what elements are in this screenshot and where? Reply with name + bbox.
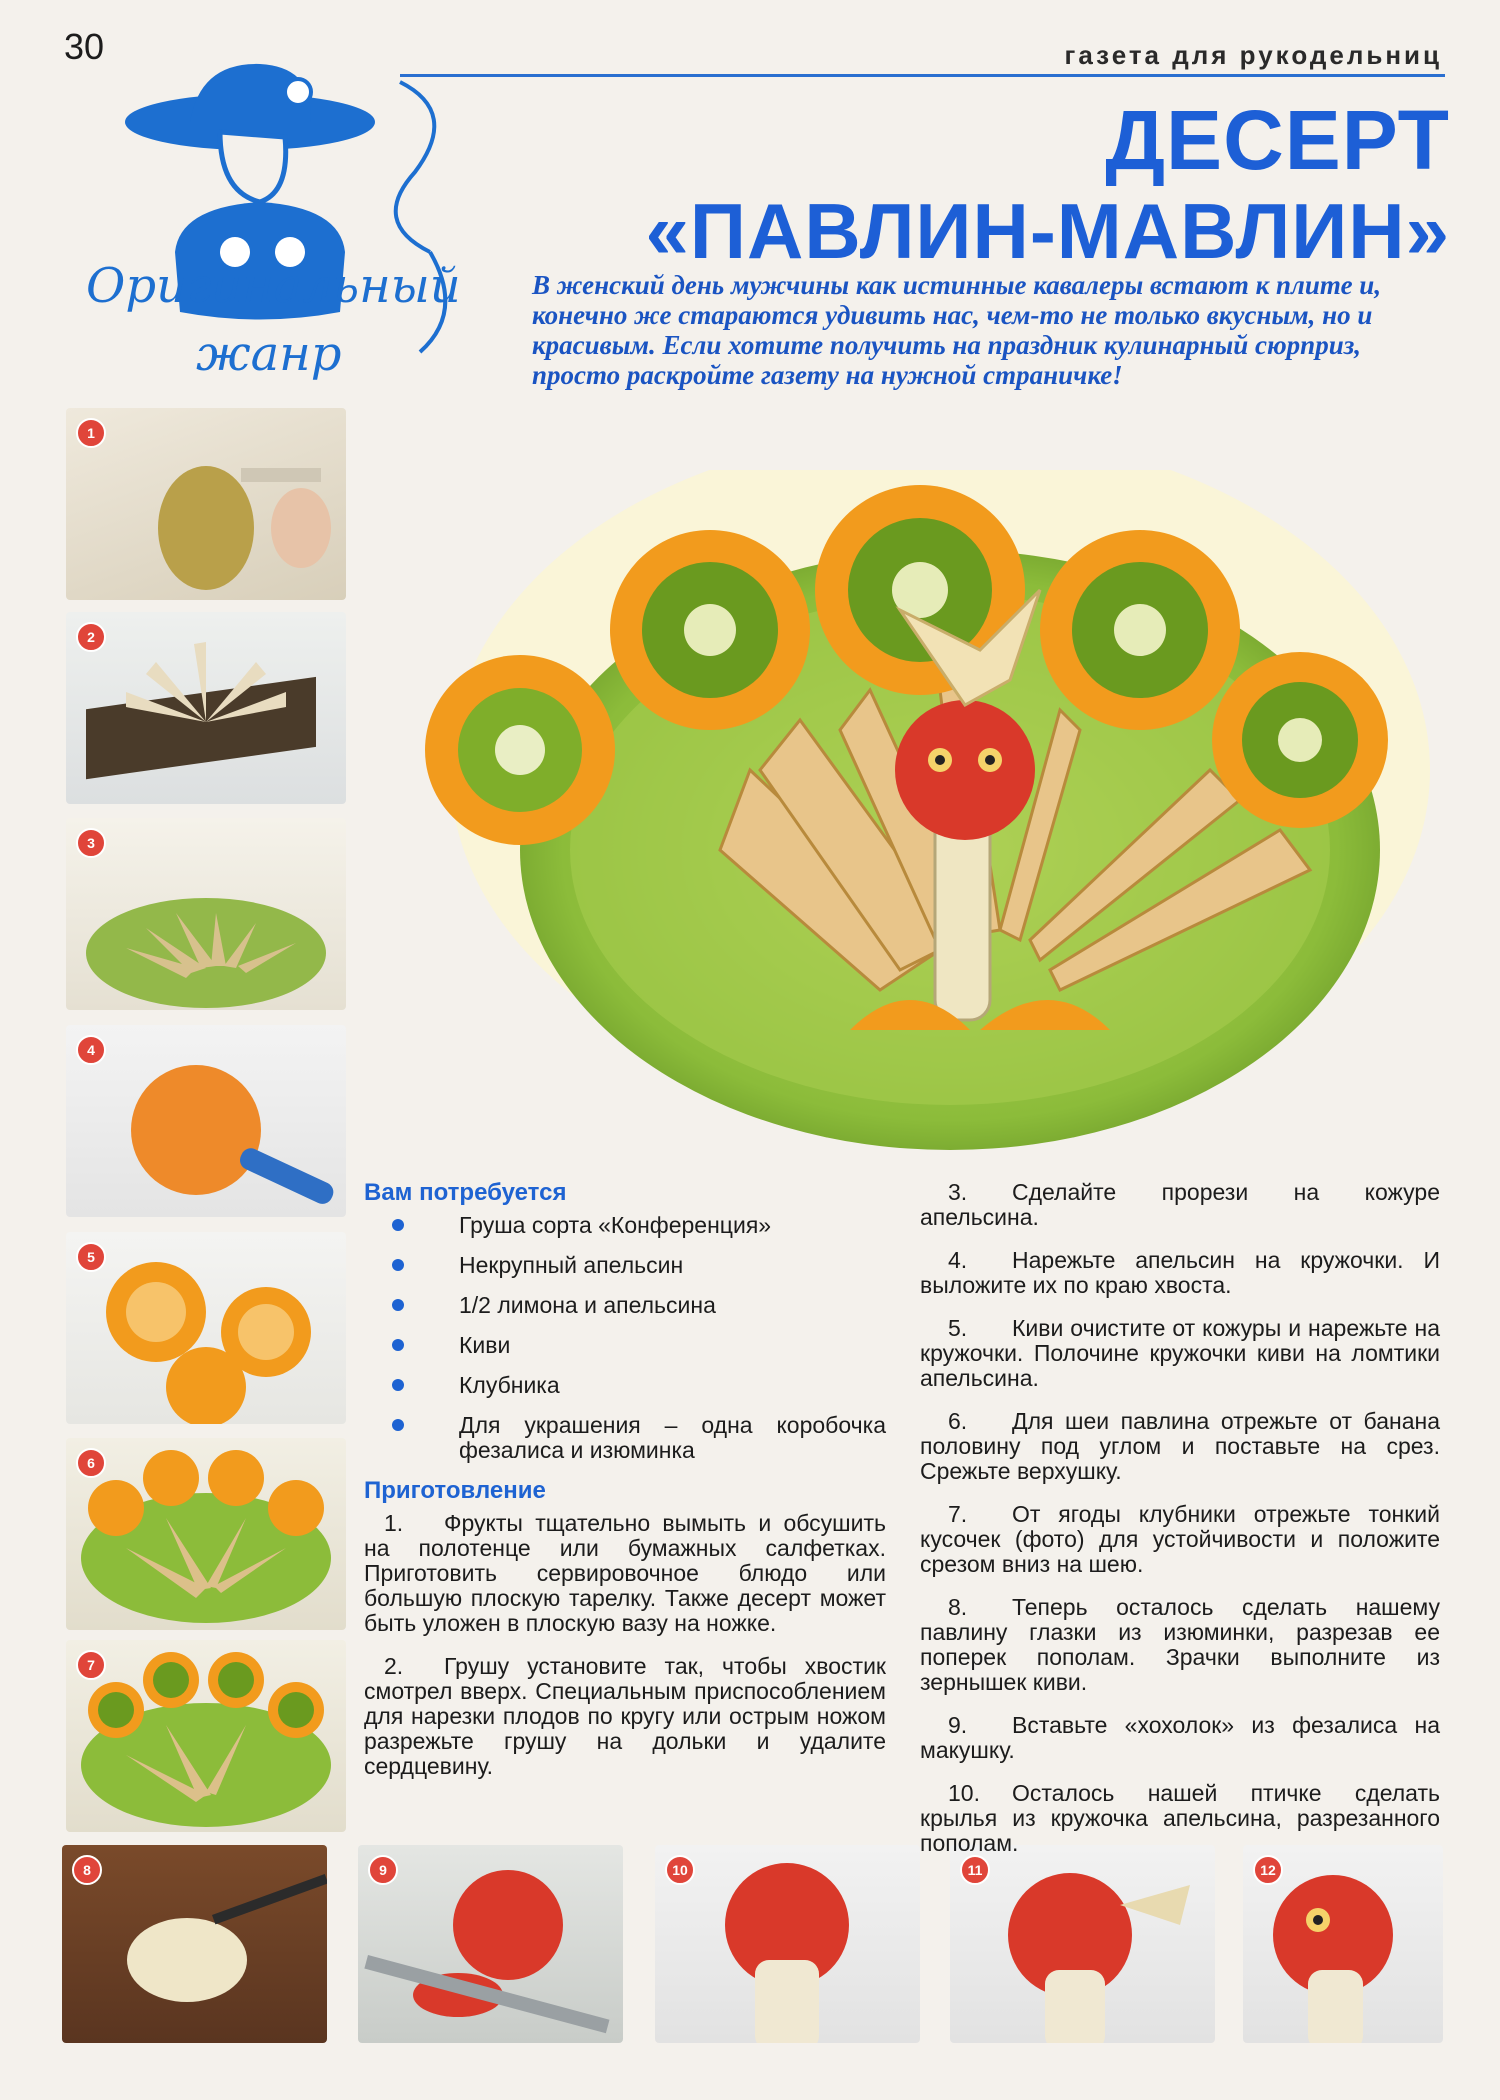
- list-item: Груша сорта «Конференция»: [364, 1213, 886, 1238]
- list-item: 8. Теперь осталось сделать нашему павлину глазки из изюминки, разрезав ее поперек пополам. Зрачки выполните из зернышек киви.: [920, 1594, 1440, 1695]
- bullet-icon: [392, 1299, 404, 1311]
- intro-paragraph: В женский день мужчины как истинные кавалеры встают к плите и, конечно же стараются удивить нас, чем-то не только вкусным, но и красивым. Если хотите получить на праздник кулинарный сюрприз, просто раскройте газету на нужной страничке!: [532, 270, 1382, 390]
- hero-peacock-dessert-photo: [380, 470, 1440, 1170]
- page-title-line1: ДЕСЕРТ: [1105, 93, 1450, 187]
- list-item: 9. Вставьте «хохолок» из фезалиса на макушку.: [920, 1712, 1440, 1763]
- list-item: Для украшения – одна коробочка фезалиса и изюминка: [364, 1413, 886, 1463]
- rubric-line1: [76, 252, 476, 397]
- bullet-icon: [392, 1259, 404, 1271]
- step-photo-6: [66, 1438, 346, 1630]
- bullet-icon: [392, 1219, 404, 1231]
- step-photo-3: [66, 818, 346, 1010]
- preparation-steps-part2: [920, 1180, 1440, 1856]
- rubric-text-1: Оригинальный: [86, 258, 461, 314]
- step-photo-8: [62, 1845, 327, 2043]
- step-photo-9: [358, 1845, 623, 2043]
- step-photo-2: [66, 612, 346, 804]
- newspaper-title: газета для рукодельниц: [1064, 40, 1442, 70]
- bullet-icon: [392, 1419, 404, 1431]
- list-item: 6. Для шеи павлина отрежьте от банана половину под углом и поставьте на срез. Срежьте верхушку.: [920, 1408, 1440, 1484]
- header-divider: [400, 74, 1445, 77]
- preparation-steps-part1: [364, 1511, 886, 1779]
- step-badge: 9: [368, 1855, 398, 1885]
- bullet-icon: [392, 1379, 404, 1391]
- step-badge: 7: [76, 1650, 106, 1680]
- list-item: 1. Фрукты тщательно вымыть и обсушить на полотенце или бумажных салфетках. Приготовить сервировочное блюдо или большую плоскую тарелку. Также десерт может быть уложен в плоскую вазу на ножке.: [364, 1510, 886, 1636]
- list-item: 10. Осталось нашей птичке сделать крылья из кружочка апельсина, разрезанного пополам.: [920, 1780, 1440, 1856]
- bullet-icon: [392, 1339, 404, 1351]
- step-badge: 1: [76, 418, 106, 448]
- step-badge: 12: [1253, 1855, 1283, 1885]
- step-badge: 10: [665, 1855, 695, 1885]
- list-item: 5. Киви очистите от кожуры и нарежьте на кружочки. Полочине кружочки киви на ломтики апельсина.: [920, 1315, 1440, 1391]
- list-item: 2. Грушу установите так, чтобы хвостик смотрел вверх. Специальным приспособлением для нарезки плодов по кругу или острым ножом разрежьте грушу на дольки и удалите сердцевину.: [364, 1653, 886, 1779]
- step-badge: 3: [76, 828, 106, 858]
- step-photo-10: [655, 1845, 920, 2043]
- rubric-text-2: жанр: [196, 326, 342, 382]
- page-title-line2: «ПАВЛИН-МАВЛИН»: [645, 187, 1450, 275]
- page-number: 30: [64, 26, 105, 67]
- list-item: Клубника: [364, 1373, 886, 1398]
- step-badge: 2: [76, 622, 106, 652]
- list-item: Киви: [364, 1333, 886, 1358]
- step-photo-1: [66, 408, 346, 600]
- list-item: 4. Нарежьте апельсин на кружочки. И выложите их по краю хвоста.: [920, 1247, 1440, 1298]
- step-photo-5: [66, 1232, 346, 1424]
- step-badge: 4: [76, 1035, 106, 1065]
- ingredients-list: [364, 1213, 886, 1463]
- step-badge: 11: [960, 1855, 990, 1885]
- recipe-column-2: [920, 1180, 1440, 1874]
- recipe-column-1: [364, 1180, 886, 1797]
- step-photo-4: [66, 1025, 346, 1217]
- step-photo-7: [66, 1640, 346, 1832]
- list-item: Некрупный апельсин: [364, 1253, 886, 1278]
- list-item: 1/2 лимона и апельсина: [364, 1293, 886, 1318]
- list-item: 7. От ягоды клубники отрежьте тонкий кусочек (фото) для устойчивости и положите срезом вниз на шею.: [920, 1501, 1440, 1577]
- step-photo-11: [950, 1845, 1215, 2043]
- list-item: 3. Сделайте прорези на кожуре апельсина.: [920, 1179, 1440, 1230]
- rubric-logo: [70, 52, 470, 402]
- step-badge: 5: [76, 1242, 106, 1272]
- preparation-heading: Приготовление: [364, 1477, 546, 1504]
- step-photo-12: [1243, 1845, 1443, 2043]
- ingredients-heading: Вам потребуется: [364, 1179, 567, 1206]
- step-badge: 6: [76, 1448, 106, 1478]
- step-badge: 8: [72, 1855, 102, 1885]
